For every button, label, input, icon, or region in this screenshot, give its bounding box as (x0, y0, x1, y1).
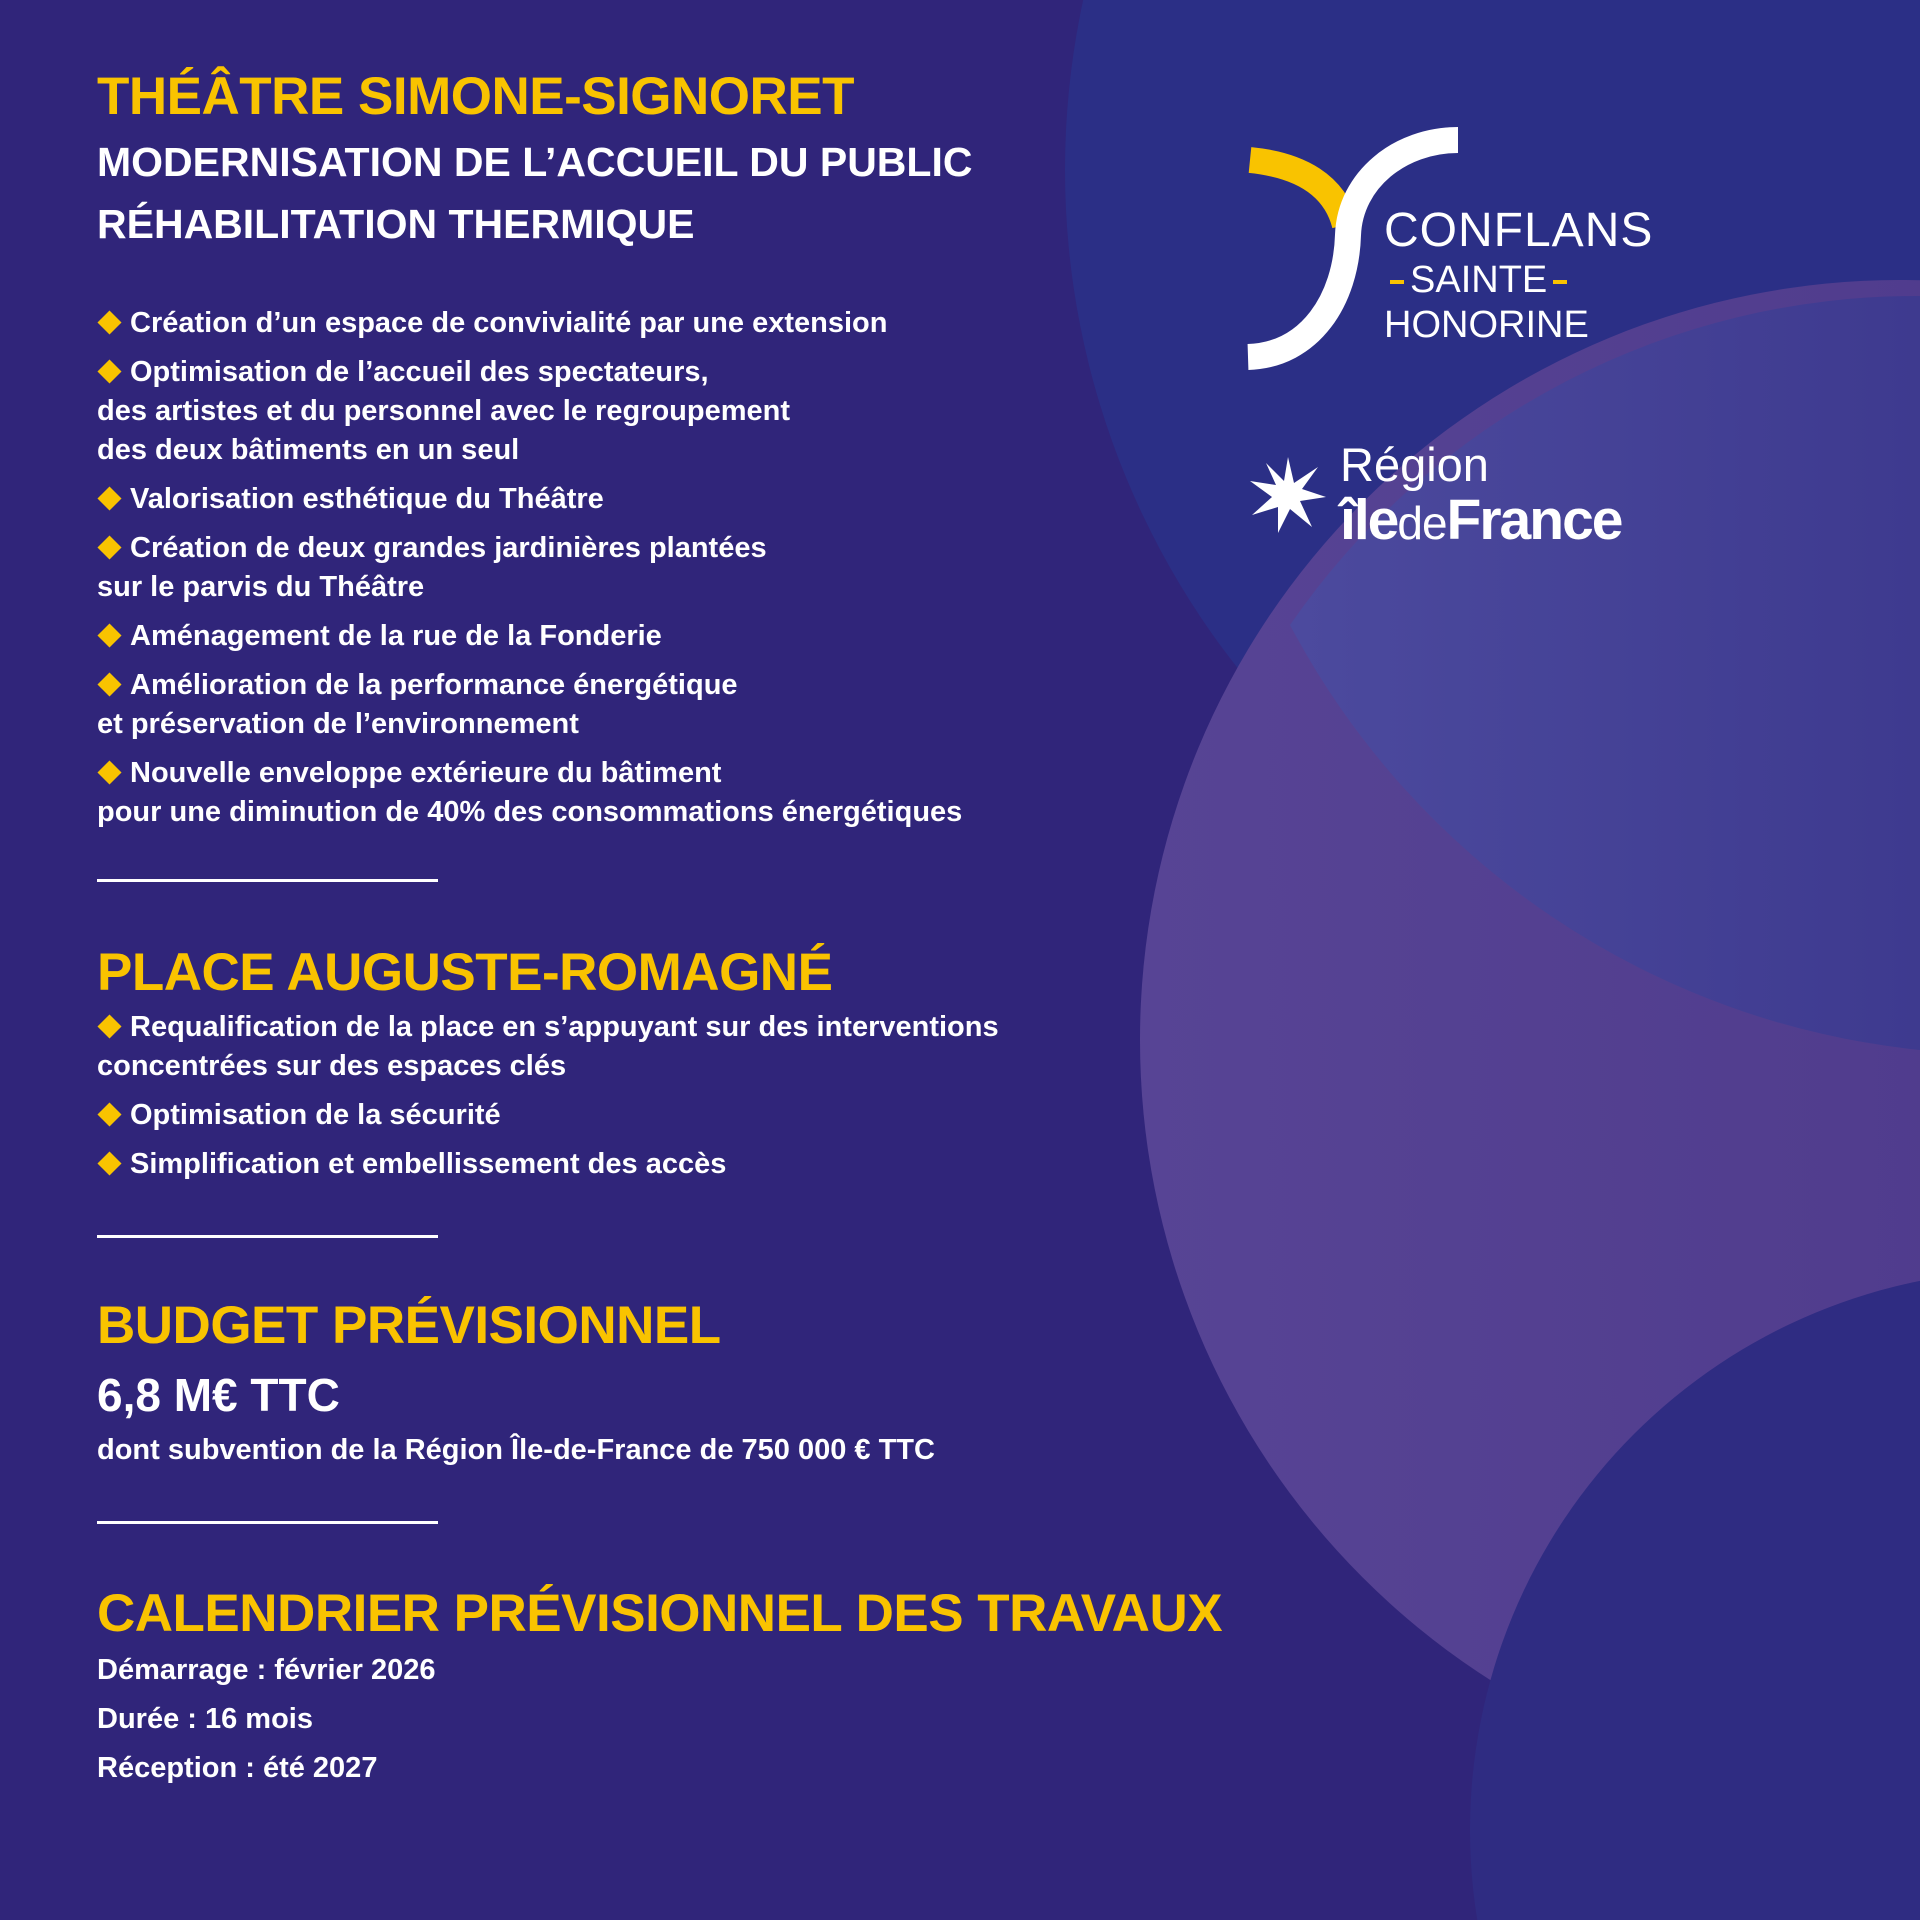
list-item: Optimisation de la sécurité (97, 1096, 999, 1135)
budget-amount: 6,8 M€ TTC (97, 1369, 340, 1421)
region-label: Région (1340, 438, 1489, 491)
theatre-subtitles (97, 131, 972, 255)
diamond-bullet-icon (97, 672, 121, 696)
list-item: Optimisation de l’accueil des spectateurs, des artistes et du personnel avec le regroupement des deux bâtiments en un seul (97, 356, 791, 466)
calendar-reception: Réception : été 2027 (97, 1752, 378, 1784)
diamond-bullet-icon (97, 1014, 121, 1038)
conflans-sainte: SAINTE (1384, 257, 1653, 303)
section-divider (97, 1235, 438, 1238)
diamond-bullet-icon (97, 359, 121, 383)
theatre-subtitle-1: MODERNISATION DE L’ACCUEIL DU PUBLIC (97, 139, 973, 185)
budget-title: BUDGET PRÉVISIONNEL (97, 1296, 721, 1355)
list-item: Aménagement de la rue de la Fonderie (97, 617, 962, 656)
calendar-start: Démarrage : février 2026 (97, 1654, 436, 1686)
conflans-logo-text (1384, 205, 1653, 347)
diamond-bullet-icon (97, 623, 121, 647)
calendar-duration: Durée : 16 mois (97, 1703, 313, 1735)
diamond-bullet-icon (97, 310, 121, 334)
list-item: Amélioration de la performance énergétique et préservation de l’environnement (97, 669, 738, 740)
section-divider (97, 1521, 438, 1524)
region-name: îledeFrance (1340, 488, 1622, 552)
diamond-bullet-icon (97, 1151, 121, 1175)
list-item: Création de deux grandes jardinières plantées sur le parvis du Théâtre (97, 532, 767, 603)
list-item: Requalification de la place en s’appuyant sur des interventions concentrées sur des espaces clés (97, 1011, 999, 1082)
calendar-title: CALENDRIER PRÉVISIONNEL DES TRAVAUX (97, 1584, 1223, 1643)
calendar-details (97, 1646, 436, 1793)
diamond-bullet-icon (97, 486, 121, 510)
place-title: PLACE AUGUSTE-ROMAGNÉ (97, 943, 833, 1002)
list-item: Création d’un espace de convivialité par une extension (97, 304, 962, 343)
conflans-name: CONFLANS (1384, 204, 1654, 257)
budget-note: dont subvention de la Région Île-de-France de 750 000 € TTC (97, 1434, 935, 1466)
diamond-bullet-icon (97, 760, 121, 784)
diamond-bullet-icon (97, 535, 121, 559)
region-logo-text (1340, 438, 1621, 551)
place-list (97, 1008, 999, 1194)
diamond-bullet-icon (97, 1102, 121, 1126)
list-item: Nouvelle enveloppe extérieure du bâtiment pour une diminution de 40% des consommations énergétiques (97, 757, 963, 828)
list-item: Simplification et embellissement des accès (97, 1145, 999, 1184)
region-star-icon (1248, 455, 1328, 535)
theatre-list (97, 304, 962, 842)
theatre-subtitle-2: RÉHABILITATION THERMIQUE (97, 201, 695, 247)
list-item: Valorisation esthétique du Théâtre (97, 480, 962, 519)
theatre-title: THÉÂTRE SIMONE-SIGNORET (97, 67, 855, 126)
conflans-honorine: HONORINE (1384, 304, 1589, 346)
section-divider (97, 879, 438, 882)
